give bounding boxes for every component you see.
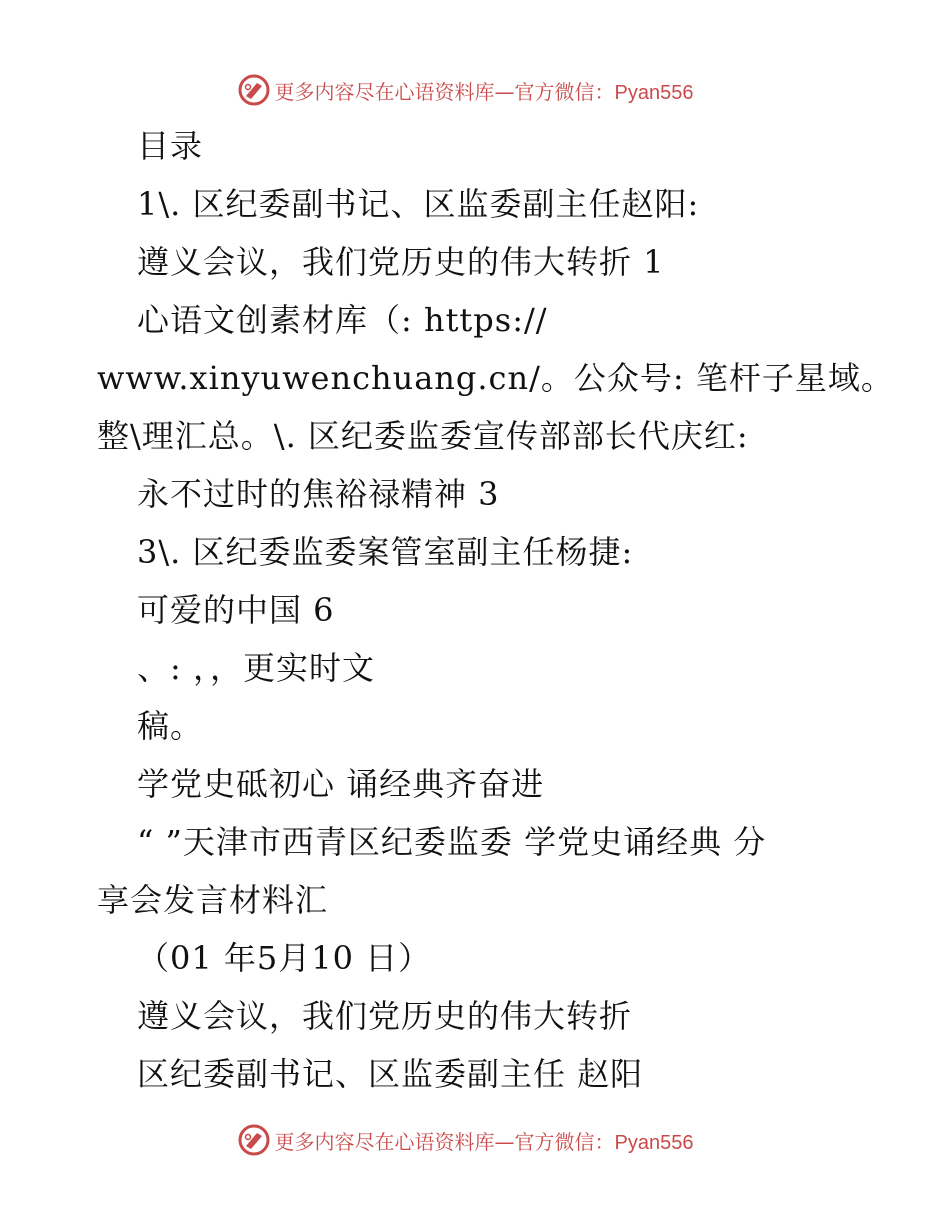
text-line: “ ”天津市西青区纪委监委 学党史诵经典 分 — [137, 823, 767, 861]
text-line: 遵义会议，我们党历史的伟大转折 1 — [137, 243, 665, 281]
text-line: 享会发言材料汇 — [97, 881, 329, 919]
watermark-contact-id: Pyan556 — [614, 1131, 694, 1154]
watermark-contact-label: 官方微信： — [514, 1129, 615, 1154]
watermark-text — [275, 1126, 694, 1155]
text-line: 学党史砥初心 诵经典齐奋进 — [137, 765, 545, 803]
text-line: 可爱的中国 6 — [137, 591, 335, 629]
header-watermark — [0, 70, 950, 110]
watermark-contact-label: 官方微信： — [514, 79, 615, 104]
watermark-main-text: 更多内容尽在心语资料库 — [274, 79, 495, 104]
brand-logo-icon — [237, 73, 271, 107]
text-line: 永不过时的焦裕禄精神 3 — [137, 475, 500, 513]
watermark-main-text: 更多内容尽在心语资料库 — [274, 1129, 495, 1154]
watermark-separator: — — [494, 1129, 515, 1154]
text-line: 3\. 区纪委监委案管室副主任杨捷: — [137, 533, 634, 571]
text-line: 稿。 — [137, 707, 204, 745]
text-line: （01 年5月10 日） — [137, 939, 432, 977]
text-line: 1\. 区纪委副书记、区监委副主任赵阳: — [137, 185, 700, 223]
text-line: 遵义会议，我们党历史的伟大转折 — [137, 997, 633, 1035]
watermark-separator: — — [494, 79, 515, 104]
watermark-contact-id: Pyan556 — [614, 81, 694, 104]
toc-heading: 目录 — [137, 127, 204, 165]
text-line: www.xinyuwenchuang.cn/。公众号: 笔杆子星域。 — [97, 359, 894, 397]
text-line: 心语文创素材库（: https:// — [137, 301, 548, 339]
text-line: 、: ，，更实时文 — [137, 649, 375, 687]
brand-logo-icon — [237, 1123, 271, 1157]
text-line: 区纪委副书记、区监委副主任 赵阳 — [137, 1055, 644, 1093]
text-line: 整\理汇总。\. 区纪委监委宣传部部长代庆红: — [97, 417, 749, 455]
footer-watermark — [0, 1120, 950, 1160]
watermark-text — [275, 76, 694, 105]
